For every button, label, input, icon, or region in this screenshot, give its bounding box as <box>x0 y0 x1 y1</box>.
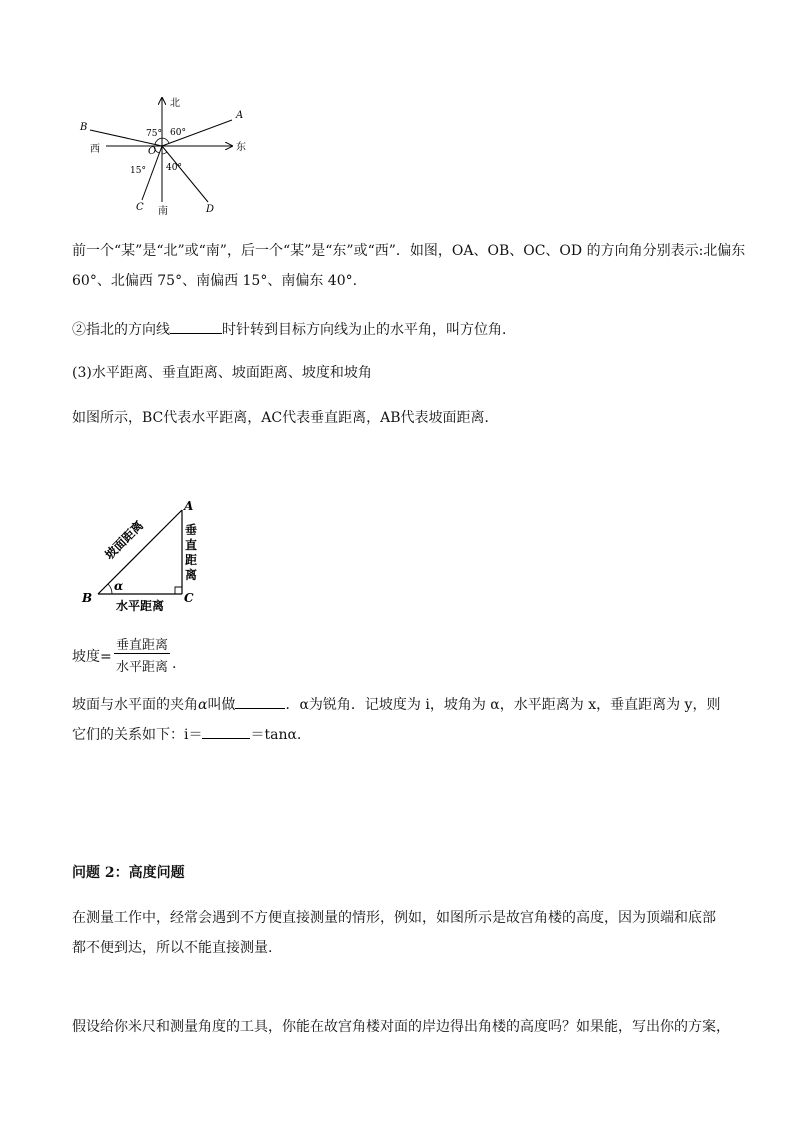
point-b-label: B <box>80 122 88 133</box>
vertical-char-1: 垂 <box>185 523 198 537</box>
alpha-arc <box>108 584 112 594</box>
east-label: 东 <box>236 142 246 153</box>
slope-distance-label: 坡面距离 <box>102 518 147 563</box>
paragraph-line <box>72 720 732 750</box>
alpha-symbol: α <box>198 697 208 713</box>
arc-40 <box>162 152 167 154</box>
problem-2-heading: 问题 2：高度问题 <box>72 865 185 881</box>
paragraph-line: 假设给你米尺和测量角度的工具，你能在故宫角楼对面的岸边得出角楼的高度吗？如果能，写出你的方案， <box>72 1019 730 1035</box>
angle-60-label: 60° <box>170 128 186 138</box>
text-fragment: ．α为锐角．记坡度为 i，坡角为 α，水平距离为 x，垂直距离为 y，则 <box>285 697 721 713</box>
slope-definition-paragraph: 如图所示，BC代表水平距离，AC代表垂直距离，AB代表坡面距离． <box>72 410 499 426</box>
vertical-char-3: 距 <box>185 553 198 567</box>
arc-60 <box>162 138 169 143</box>
point-a-label: A <box>236 110 244 121</box>
azimuth-blank[interactable] <box>170 333 222 334</box>
slope-triangle-diagram <box>76 496 206 616</box>
paragraph-line: 都不便到达，所以不能直接测量. <box>72 940 273 956</box>
west-label: 西 <box>90 144 100 155</box>
text-fragment: ＝tanα. <box>250 727 302 743</box>
origin-label: O <box>148 146 157 157</box>
slope-formula-lhs: 坡度= <box>72 649 112 665</box>
section-3-heading: (3)水平距离、垂直距离、坡面距离、坡度和坡角 <box>72 365 372 381</box>
slope-formula-numerator: 垂直距离 <box>116 638 169 653</box>
azimuth-text-after: 时针转到目标方向线为止的水平角，叫方位角． <box>222 322 516 338</box>
text-fragment: 叫做 <box>207 697 236 713</box>
vertical-char-4: 离 <box>185 568 198 582</box>
point-c-label: C <box>136 202 144 213</box>
south-label: 南 <box>158 206 168 217</box>
text-fragment: 坡面与水平面的夹角 <box>72 697 198 713</box>
north-label: 北 <box>170 98 180 109</box>
vertex-b-label: B <box>82 591 93 605</box>
vertex-c-label: C <box>184 591 194 605</box>
right-angle-mark <box>175 587 182 594</box>
problem-2-paragraph-1 <box>72 903 732 963</box>
slope-angle-paragraph <box>72 690 732 750</box>
compass-diagram <box>70 92 260 220</box>
vertical-char-2: 直 <box>185 538 198 552</box>
paragraph-line: 60°、北偏西 75°、南偏西 15°、南偏东 40°. <box>72 273 358 289</box>
slope-formula-denominator: 水平距离 <box>116 660 169 675</box>
point-d-label: D <box>206 204 215 215</box>
problem-2-paragraph-2 <box>72 1012 732 1042</box>
slope-formula-end: . <box>172 656 177 672</box>
azimuth-text-before: ②指北的方向线 <box>72 322 170 338</box>
azimuth-paragraph <box>72 315 732 345</box>
paragraph-line: 前一个“某”是“北”或“南”，后一个“某”是“东”或“西”．如图，OA、OB、OC、OD 的方向角分别表示:北偏东 <box>72 243 746 259</box>
vertex-a-label: A <box>184 499 194 513</box>
paragraph-line: 在测量工作中，经常会遇到不方便直接测量的情形，例如，如图所示是故宫角楼的高度，因为顶端和底部 <box>72 910 716 926</box>
angle-40-label: 40° <box>166 163 182 173</box>
fraction-bar <box>114 653 170 654</box>
ray-od <box>162 146 208 202</box>
alpha-label: α <box>114 579 124 593</box>
slope-angle-blank[interactable] <box>235 708 285 709</box>
angle-15-label: 15° <box>130 166 146 176</box>
horizontal-distance-label: 水平距离 <box>116 599 165 613</box>
text-fragment: 它们的关系如下：i＝ <box>72 727 203 743</box>
ratio-blank[interactable] <box>202 738 250 739</box>
angle-75-label: 75° <box>146 129 162 139</box>
direction-angle-paragraph <box>72 236 746 296</box>
paragraph-line <box>72 690 732 720</box>
